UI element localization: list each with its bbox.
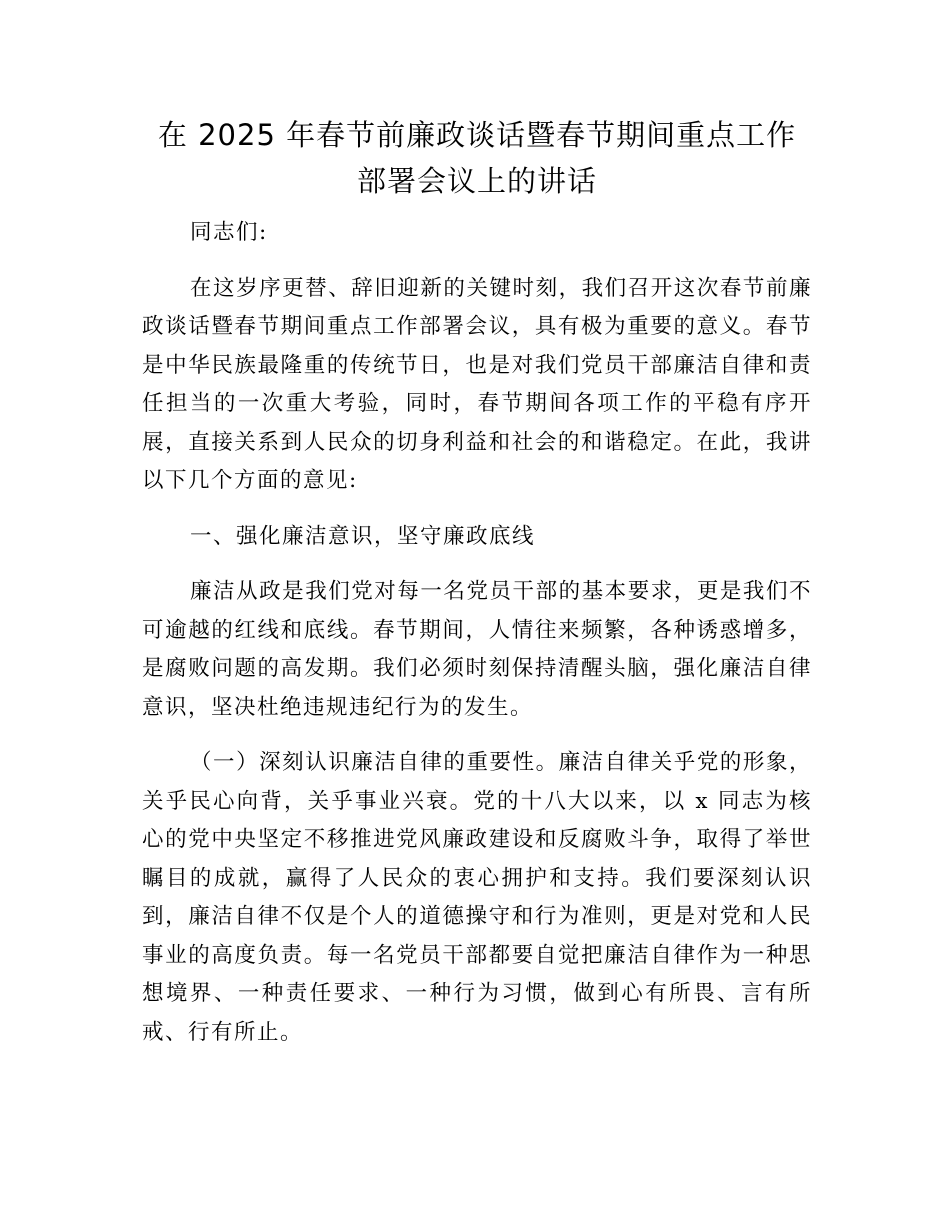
intro-paragraph: 在这岁序更替、辞旧迎新的关键时刻，我们召开这次春节前廉政谈话暨春节期间重点工作部署会议，具有极为重要的意义。春节是中华民族最隆重的传统节日，也是对我们党员干部廉洁自律和责任担当的一次重大考验，同时，春节期间各项工作的平稳有序开展，直接关系到人民众的切身利益和社会的和谐稳定。在此，我讲以下几个方面的意见: <box>142 275 812 493</box>
subsection-1-paragraph: （一）深刻认识廉洁自律的重要性。廉洁自律关乎党的形象，关乎民心向背，关乎事业兴衰。党的十八大以来，以 x 同志为核心的党中央坚定不移推进党风廉政建设和反腐败斗争，取得了举世瞩目的成就，赢得了人民众的衷心拥护和支持。我们要深刻认识到，廉洁自律不仅是个人的道德操守和行为准则，更是对党和人民事业的高度负责。每一名党员干部都要自觉把廉洁自律作为一种思想境界、一种责任要求、一种行为习惯，做到心有所畏、言有所戒、行有所止。 <box>142 750 812 1045</box>
document-title <box>142 112 812 204</box>
title-line-1: 在 2025 年春节前廉政谈话暨春节期间重点工作 <box>157 118 797 152</box>
document-page <box>142 112 812 1069</box>
salutation: 同志们: <box>190 220 268 245</box>
title-line-2: 部署会议上的讲话 <box>356 164 597 198</box>
section-heading-1: 一、强化廉洁意识，坚守廉政底线 <box>190 523 536 549</box>
section-1-paragraph: 廉洁从政是我们党对每一名党员干部的基本要求，更是我们不可逾越的红线和底线。春节期间，人情往来频繁，各种诱惑增多，是腐败问题的高发期。我们必须时刻保持清醒头脑，强化廉洁自律意识，坚决杜绝违规违纪行为的发生。 <box>142 579 812 720</box>
